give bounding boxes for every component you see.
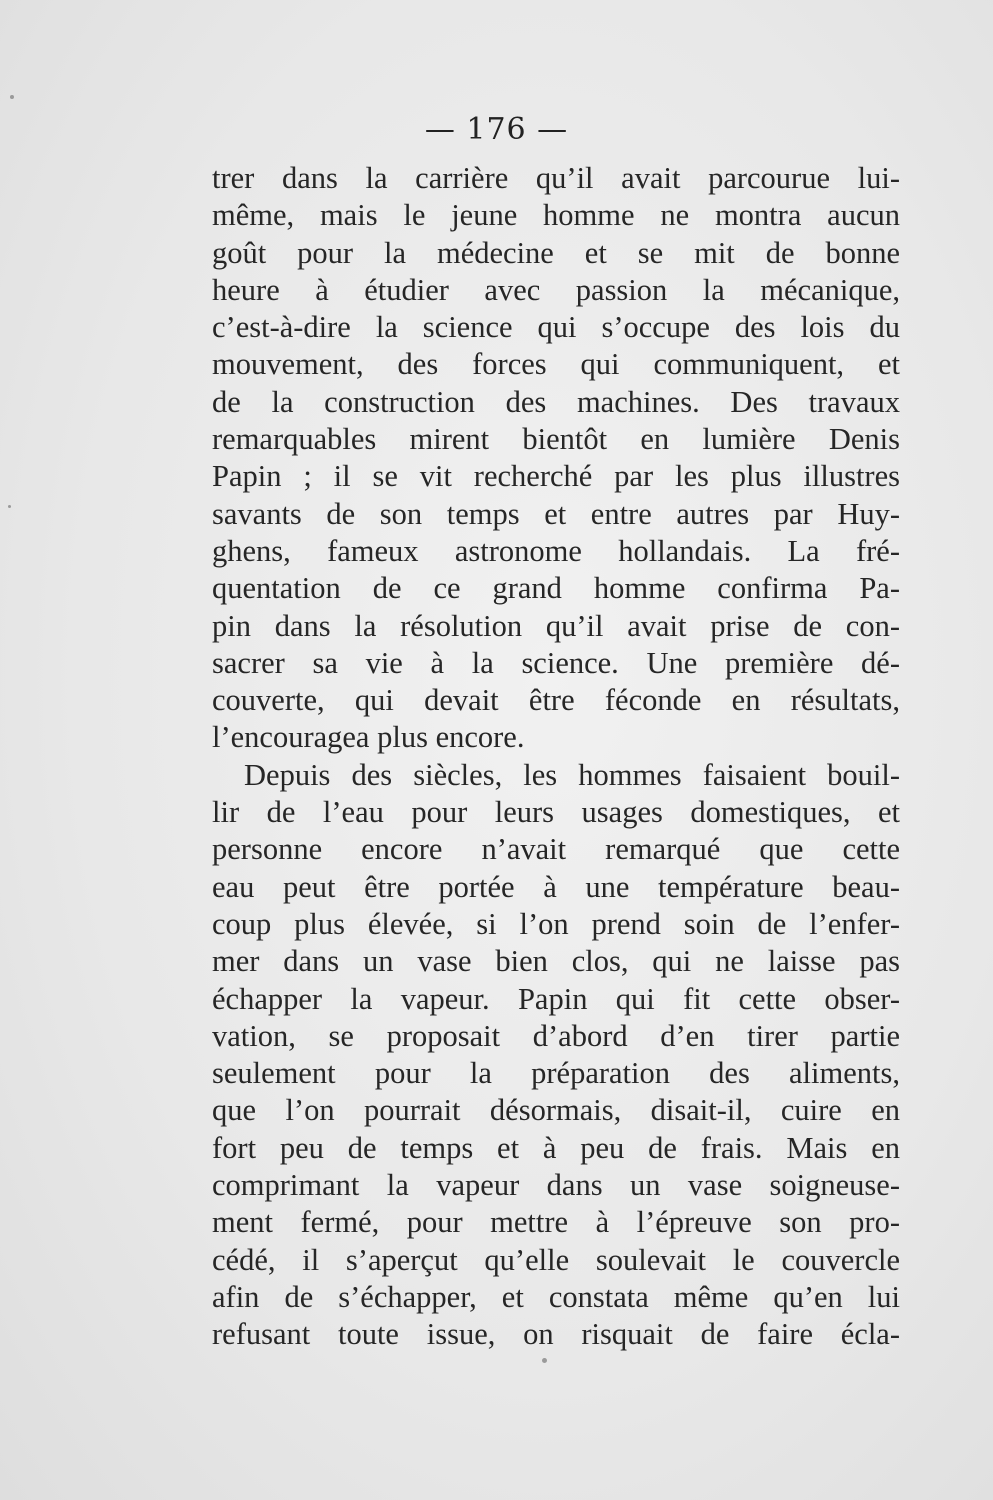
- page-number: — 176 —: [424, 112, 569, 147]
- text-line: seulement pour la préparation des aliments,: [212, 1056, 900, 1091]
- paper-speck: [542, 1358, 547, 1363]
- text-line: mer dans un vase bien clos, qui ne laisse pas: [212, 944, 900, 979]
- text-line: vation, se proposait d’abord d’en tirer partie: [212, 1018, 900, 1053]
- text-line: mouvement, des forces qui communiquent, et: [212, 347, 900, 382]
- text-line: ghens, fameux astronome hollandais. La fré-: [212, 533, 900, 568]
- paper-speck: [10, 95, 14, 99]
- text-line: trer dans la carrière qu’il avait parcourue lui-: [212, 161, 900, 195]
- text-line: heure à étudier avec passion la mécanique,: [212, 272, 900, 307]
- text-line: échapper la vapeur. Papin qui fit cette obser-: [212, 981, 900, 1016]
- text-line: remarquables mirent bientôt en lumière Denis: [212, 422, 900, 457]
- text-line: pin dans la résolution qu’il avait prise de con-: [212, 608, 900, 643]
- text-line: de la construction des machines. Des travaux: [212, 384, 900, 419]
- text-line: cédé, il s’aperçut qu’elle soulevait le couvercle: [212, 1242, 900, 1277]
- paragraph: [212, 757, 900, 1354]
- text-line: goût pour la médecine et se mit de bonne: [212, 235, 900, 270]
- text-line: refusant toute issue, on risquait de faire écla-: [212, 1317, 900, 1352]
- text-line: l’encouragea plus encore.: [212, 720, 525, 755]
- text-line: personne encore n’avait remarqué que cette: [212, 832, 900, 867]
- text-line: Papin ; il se vit recherché par les plus illustres: [212, 459, 900, 494]
- text-line: savants de son temps et entre autres par Huy-: [212, 496, 900, 531]
- text-line: afin de s’échapper, et constata même qu’en lui: [212, 1279, 900, 1314]
- text-line: lir de l’eau pour leurs usages domestiques, et: [212, 795, 900, 830]
- text-line: sacrer sa vie à la science. Une première dé-: [212, 645, 900, 680]
- text-line: c’est-à-dire la science qui s’occupe des lois du: [212, 310, 900, 345]
- text-line: comprimant la vapeur dans un vase soigneuse-: [212, 1168, 900, 1203]
- text-line: coup plus élevée, si l’on prend soin de l’enfer-: [212, 906, 900, 941]
- body-text: [212, 160, 900, 1354]
- text-line: que l’on pourrait désormais, disait-il, cuire en: [212, 1093, 900, 1128]
- paper-speck: [8, 505, 11, 508]
- text-line: ment fermé, pour mettre à l’épreuve son pro-: [212, 1205, 900, 1240]
- text-line: couverte, qui devait être féconde en résultats,: [212, 683, 900, 718]
- text-line: eau peut être portée à une température beau-: [212, 869, 900, 904]
- text-line: Depuis des siècles, les hommes faisaient bouil-: [244, 757, 900, 792]
- text-line: fort peu de temps et à peu de frais. Mais en: [212, 1130, 900, 1165]
- paragraph: [212, 160, 900, 757]
- text-line: quentation de ce grand homme confirma Pa-: [212, 571, 900, 606]
- text-line: même, mais le jeune homme ne montra aucun: [212, 198, 900, 233]
